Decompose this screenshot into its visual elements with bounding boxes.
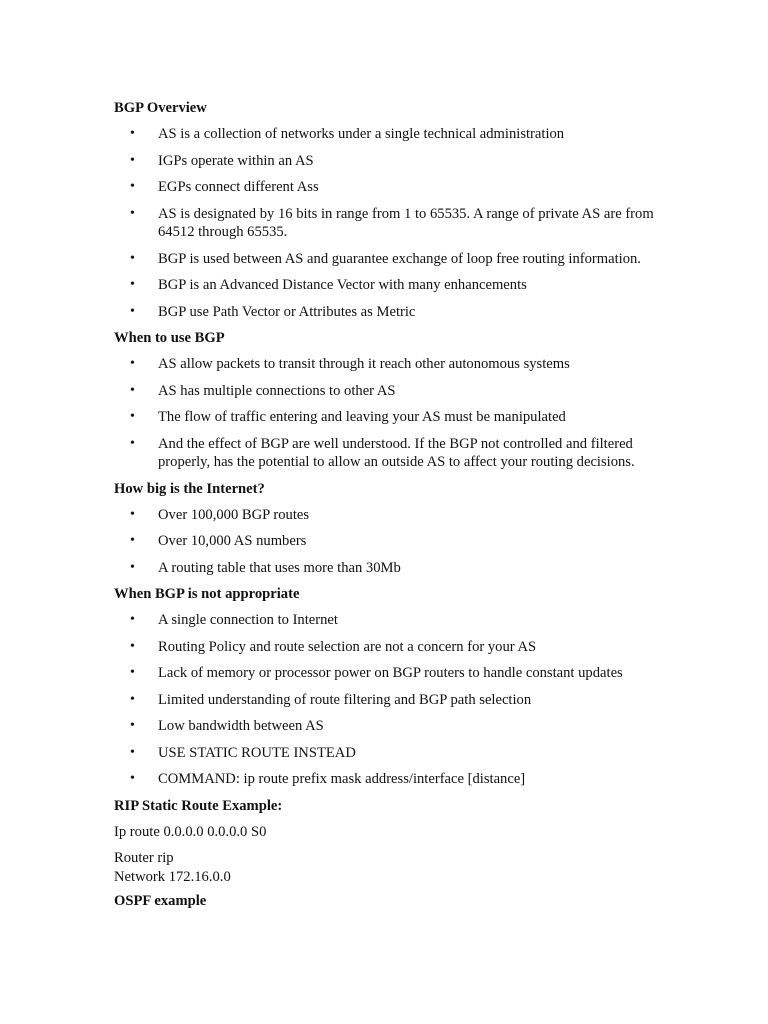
section-heading-how-big: How big is the Internet? — [114, 480, 265, 497]
bullet-icon: • — [130, 718, 135, 733]
bullet-icon: • — [130, 382, 135, 398]
when-to-use-list — [114, 355, 674, 472]
list-item: • Over 100,000 BGP routes — [130, 506, 310, 523]
list-item: • AS allow packets to transit through it reach other autonomous systems — [130, 356, 570, 372]
bullet-icon: • — [130, 179, 135, 194]
list-item: • AS has multiple connections to other AS — [130, 382, 396, 399]
list-item: • BGP use Path Vector or Attributes as Metric — [130, 303, 416, 320]
list-item: • AS is a collection of networks under a single technical administration — [130, 126, 565, 142]
bullet-icon: • — [130, 744, 135, 760]
list-item: • Lack of memory or processor power on BGP routers to handle constant updates — [130, 665, 623, 681]
bullet-icon: • — [130, 533, 135, 548]
section-heading-rip-example: RIP Static Route Example: — [114, 797, 283, 814]
list-item: • Routing Policy and route selection are not a concern for your AS — [130, 638, 537, 655]
bullet-icon: • — [130, 356, 135, 371]
bullet-icon: • — [130, 691, 135, 707]
list-item: • IGPs operate within an AS — [130, 152, 314, 169]
rip-router-line: Router rip — [114, 850, 174, 866]
bullet-icon: • — [130, 665, 135, 680]
section-heading-not-appropriate: When BGP is not appropriate — [114, 586, 300, 602]
bullet-icon: • — [130, 638, 135, 654]
rip-network-line: Network 172.16.0.0 — [114, 868, 231, 885]
bullet-icon: • — [130, 506, 135, 522]
how-big-list — [114, 506, 674, 578]
bullet-icon: • — [130, 126, 135, 141]
list-item: • EGPs connect different Ass — [130, 179, 319, 195]
bullet-icon: • — [130, 612, 135, 627]
bullet-icon: • — [130, 771, 135, 786]
list-item: • COMMAND: ip route prefix mask address/interface [distance] — [130, 771, 526, 787]
list-item: • USE STATIC ROUTE INSTEAD — [130, 744, 356, 761]
rip-route-line: Ip route 0.0.0.0 0.0.0.0 S0 — [114, 823, 267, 840]
list-item: • BGP is an Advanced Distance Vector with many enhancements — [130, 277, 527, 293]
section-heading-ospf-example: OSPF example — [114, 893, 207, 909]
list-item: • A single connection to Internet — [130, 612, 338, 628]
bullet-icon: • — [130, 559, 135, 575]
document-body — [114, 99, 674, 910]
list-item: • Over 10,000 AS numbers — [130, 533, 307, 549]
bgp-overview-list — [114, 125, 674, 321]
bullet-icon: • — [130, 205, 135, 221]
bullet-icon: • — [130, 277, 135, 292]
bullet-icon: • — [130, 409, 135, 424]
list-item: • Limited understanding of route filtering and BGP path selection — [130, 691, 532, 708]
list-item: • A routing table that uses more than 30Mb — [130, 559, 401, 576]
section-heading-bgp-overview: BGP Overview — [114, 100, 207, 116]
list-item: • The flow of traffic entering and leaving your AS must be manipulated — [130, 409, 566, 425]
bullet-icon: • — [130, 250, 135, 266]
bullet-icon: • — [130, 152, 135, 168]
list-item: • BGP is used between AS and guarantee exchange of loop free routing information. — [130, 250, 641, 267]
section-heading-when-to-use: When to use BGP — [114, 330, 225, 346]
bullet-icon: • — [130, 303, 135, 319]
bullet-icon: • — [130, 435, 135, 451]
not-appropriate-list — [114, 611, 674, 789]
list-item: • And the effect of BGP are well understood. If the BGP not controlled and filtered properly, has the potential to allow an outside AS to affect your routing decisions. — [130, 435, 635, 470]
list-item: • AS is designated by 16 bits in range from 1 to 65535. A range of private AS are from 64512 through 65535. — [130, 205, 654, 240]
list-item: • Low bandwidth between AS — [130, 718, 324, 734]
